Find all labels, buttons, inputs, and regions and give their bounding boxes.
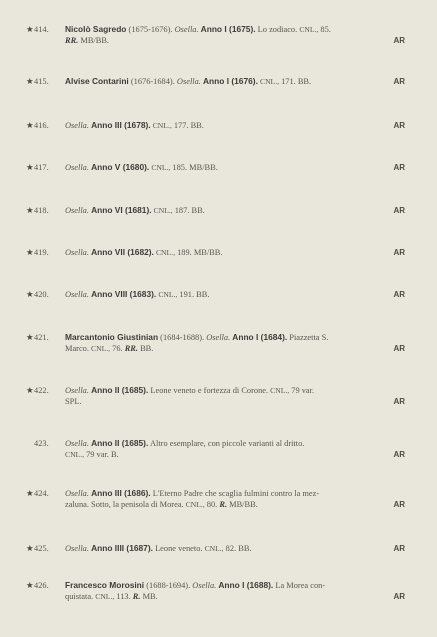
metal: AR <box>393 290 405 299</box>
anno: Anno VII (1682). <box>91 247 154 257</box>
lot-number: 423. <box>34 439 49 448</box>
cnl-ref-number: 113. <box>116 592 131 601</box>
coin-type: Osella. <box>174 25 199 34</box>
coin-type: Osella. <box>192 581 217 590</box>
cnl-ref-number: 177. <box>173 121 189 130</box>
entry-line-1 <box>65 24 405 35</box>
entry-text <box>65 332 405 354</box>
metal: AR <box>393 544 405 553</box>
cnl-ref-label: CNL., <box>95 592 115 601</box>
star-marker: ★ <box>26 121 34 130</box>
metal: AR <box>393 163 405 172</box>
entry-line-2 <box>65 499 405 510</box>
entry-text <box>65 205 405 216</box>
anno: Anno III (1686). <box>91 488 151 498</box>
star-marker: ★ <box>26 333 34 342</box>
entry-text <box>65 385 405 407</box>
metal: AR <box>393 592 405 601</box>
lot-number: 415. <box>34 77 49 86</box>
star-marker: ★ <box>26 386 34 395</box>
star-marker: ★ <box>26 544 34 553</box>
cnl-ref-label: CNL., <box>299 25 319 34</box>
lot-number: 419. <box>34 248 49 257</box>
conservation: SPL. <box>65 397 82 406</box>
rarity: R. <box>132 592 141 601</box>
coin-type: Osella. <box>65 439 89 448</box>
description: L'Eterno Padre che scaglia fulmini contro la mez- <box>152 489 320 498</box>
entry-text <box>65 162 405 173</box>
entry-line-1 <box>65 580 405 591</box>
anno: Anno II (1685). <box>91 385 149 395</box>
coin-type: Osella. <box>65 290 89 299</box>
conservation: BB. <box>297 77 312 86</box>
rarity: RR. <box>124 344 138 353</box>
anno: Anno I (1676). <box>202 76 258 86</box>
rarity: RR. <box>65 36 79 45</box>
coin-type: Osella. <box>65 121 89 130</box>
metal: AR <box>393 36 405 45</box>
cnl-ref-number: 85. <box>320 25 331 34</box>
reign-dates: (1684-1688). <box>160 333 205 342</box>
anno: Anno III (1678). <box>91 120 151 130</box>
reign-dates: (1675-1676). <box>128 25 173 34</box>
cnl-ref-label: CNL., <box>158 290 178 299</box>
lot-number: 414. <box>34 25 49 34</box>
entry-text <box>65 438 405 460</box>
description-cont: zaluna. Sotto, la penisola di Morea. <box>65 500 184 509</box>
lot-number: 426. <box>34 581 49 590</box>
coin-type: Osella. <box>65 163 89 172</box>
anno: Anno IIII (1687). <box>91 543 153 553</box>
conservation: MB. <box>142 592 158 601</box>
metal: AR <box>393 344 405 353</box>
ruler-name: Nicolò Sagredo <box>65 24 127 34</box>
cnl-ref-number: 79 var. <box>291 386 315 395</box>
entry-line-2 <box>65 449 405 460</box>
entry-line-1 <box>65 488 405 499</box>
anno: Anno V (1680). <box>91 162 150 172</box>
conservation: BB. <box>238 544 252 553</box>
metal: AR <box>393 121 405 130</box>
metal: AR <box>393 450 405 459</box>
cnl-ref-label: CNL., <box>260 77 279 86</box>
entry-line-2 <box>65 343 405 354</box>
lot-number: 421. <box>34 333 49 342</box>
ruler-name: Francesco Morosini <box>65 580 145 590</box>
cnl-ref-label: CNL., <box>155 248 175 257</box>
coin-type: Osella. <box>65 544 89 553</box>
metal: AR <box>393 77 405 86</box>
cnl-ref-number: 82. <box>225 544 237 553</box>
entry-line-2 <box>65 591 405 602</box>
lot-number: 425. <box>34 544 49 553</box>
star-marker: ★ <box>26 77 34 86</box>
description: Lo zodiaco. <box>257 25 298 34</box>
lot-number: 417. <box>34 163 49 172</box>
anno: Anno I (1675). <box>200 24 256 34</box>
lot-number: 424. <box>34 489 49 498</box>
cnl-ref-label: CNL., <box>270 386 290 395</box>
lot-number: 420. <box>34 290 49 299</box>
cnl-ref-label: CNL., <box>91 344 111 353</box>
star-marker: ★ <box>26 206 34 215</box>
cnl-ref-label: CNL., <box>65 450 84 459</box>
entry-line-2 <box>65 35 405 46</box>
cnl-ref-label: CNL., <box>204 544 224 553</box>
anno: Anno II (1685). <box>91 438 149 448</box>
entry-line-1 <box>65 438 405 449</box>
conservation: BB. <box>196 290 210 299</box>
cnl-ref-label: CNL., <box>151 163 171 172</box>
description: Leone veneto e fortezza di Corone. <box>150 386 269 395</box>
metal: AR <box>393 248 405 257</box>
cnl-ref-number: 80. <box>206 500 218 509</box>
description: Altro esemplare, con piccole varianti al dritto. <box>149 439 305 448</box>
cnl-ref-label: CNL., <box>152 121 172 130</box>
metal: AR <box>393 500 405 509</box>
star-marker: ★ <box>26 163 34 172</box>
star-marker: ★ <box>26 290 34 299</box>
metal: AR <box>393 397 405 406</box>
anno: Anno VI (1681). <box>91 205 152 215</box>
lot-number: 418. <box>34 206 49 215</box>
entry-text <box>65 289 405 300</box>
anno: Anno VIII (1683). <box>91 289 157 299</box>
cnl-ref-number: 189. <box>177 248 192 257</box>
entry-text <box>65 580 405 602</box>
cnl-ref-number: 185. <box>172 163 188 172</box>
ruler-name: Marcantonio Giustinian <box>65 332 159 342</box>
conservation: BB. <box>191 206 205 215</box>
conservation: MB/BB. <box>189 163 218 172</box>
conservation: MB/BB. <box>193 248 223 257</box>
ruler-name: Alvise Contarini <box>65 76 129 86</box>
description: La Morea con- <box>275 581 326 590</box>
conservation: MB/BB. <box>80 36 110 45</box>
star-marker: ★ <box>26 489 34 498</box>
entry-text <box>65 24 405 46</box>
coin-type: Osella. <box>176 77 201 86</box>
description: Piazzetta S. <box>289 333 329 342</box>
cnl-ref-label: CNL., <box>185 500 205 509</box>
cnl-ref-number: 171. <box>281 77 296 86</box>
rarity: R. <box>219 500 228 509</box>
cnl-ref-number: 191. <box>179 290 195 299</box>
lot-number: 416. <box>34 121 49 130</box>
entry-text <box>65 120 405 131</box>
reign-dates: (1676-1684). <box>130 77 175 86</box>
entry-text <box>65 488 405 510</box>
conservation: B. <box>110 450 119 459</box>
description-cont: quistata. <box>65 592 94 601</box>
lot-number: 422. <box>34 386 49 395</box>
coin-type: Osella. <box>65 489 89 498</box>
entry-text <box>65 247 405 258</box>
coin-type: Osella. <box>65 248 89 257</box>
conservation: BB. <box>140 344 154 353</box>
reign-dates: (1688-1694). <box>146 581 191 590</box>
anno: Anno I (1684). <box>232 332 288 342</box>
cnl-ref-number: 79 var. <box>86 450 109 459</box>
cnl-ref-number: 76. <box>112 344 123 353</box>
coin-type: Osella. <box>65 386 89 395</box>
description-cont: Marco. <box>65 344 89 353</box>
metal: AR <box>393 206 405 215</box>
coin-type: Osella. <box>206 333 231 342</box>
star-marker: ★ <box>26 581 34 590</box>
conservation: MB/BB. <box>229 500 258 509</box>
coin-type: Osella. <box>65 206 89 215</box>
entry-text <box>65 76 405 87</box>
star-marker: ★ <box>26 25 34 34</box>
description: Leone veneto. <box>155 544 203 553</box>
cnl-ref-number: 187. <box>174 206 190 215</box>
cnl-ref-label: CNL., <box>153 206 173 215</box>
entry-line-2 <box>65 396 405 407</box>
entry-line-1 <box>65 385 405 396</box>
conservation: BB. <box>190 121 204 130</box>
entry-text <box>65 543 405 554</box>
anno: Anno I (1688). <box>218 580 274 590</box>
entry-line-1 <box>65 332 405 343</box>
star-marker: ★ <box>26 248 34 257</box>
